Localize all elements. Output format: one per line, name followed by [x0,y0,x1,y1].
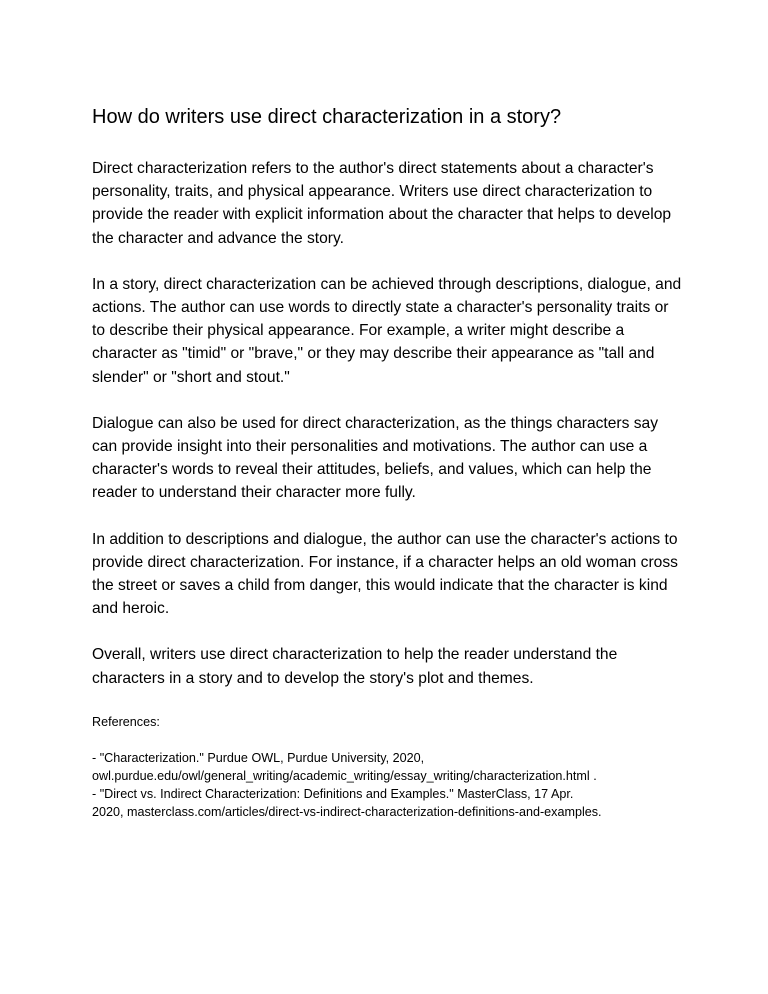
reference-line: - "Characterization." Purdue OWL, Purdue University, 2020, [92,750,425,765]
reference-line: owl.purdue.edu/owl/general_writing/academic_writing/essay_writing/characterization.html . [92,768,597,783]
paragraph-definition: Direct characterization refers to the author's direct statements about a character's personality, traits, and physical appearance. Writers use direct characterization to provide the reader with explicit information about the character that helps to develop the character and advance the story. [92,160,672,247]
paragraph-actions: In addition to descriptions and dialogue, the author can use the character's actions to provide direct characterization. For instance, if a character helps an old woman cross the street or saves a child from danger, this would indicate that the character is kind and heroic. [92,530,678,618]
paragraph-descriptions: In a story, direct characterization can be achieved through descriptions, dialogue, and actions. The author can use words to directly state a character's personality traits or to describe their physical appearance. For example, a writer might describe a character as "timid" or "brave," or they may describe their appearance as "tall and slender" or "short and stout." [92,275,682,386]
page-title: How do writers use direct characterization in a story? [92,106,562,128]
reference-line: 2020, masterclass.com/articles/direct-vs-indirect-characterization-definitions-and-examples. [92,804,602,819]
reference-line: - "Direct vs. Indirect Characterization: Definitions and Examples." MasterClass, 17 Apr. [92,786,574,801]
paragraph-dialogue: Dialogue can also be used for direct characterization, as the things characters say can provide insight into their personalities and motivations. The author can use a character's words to reveal their attitudes, beliefs, and values, which can help the reader to understand their character more fully. [92,414,659,502]
references-list [92,749,682,821]
references-heading: References: [92,714,160,729]
paragraph-overall: Overall, writers use direct characterization to help the reader understand the characters in a story and to develop the story's plot and themes. [92,646,618,687]
document-body [92,104,682,821]
